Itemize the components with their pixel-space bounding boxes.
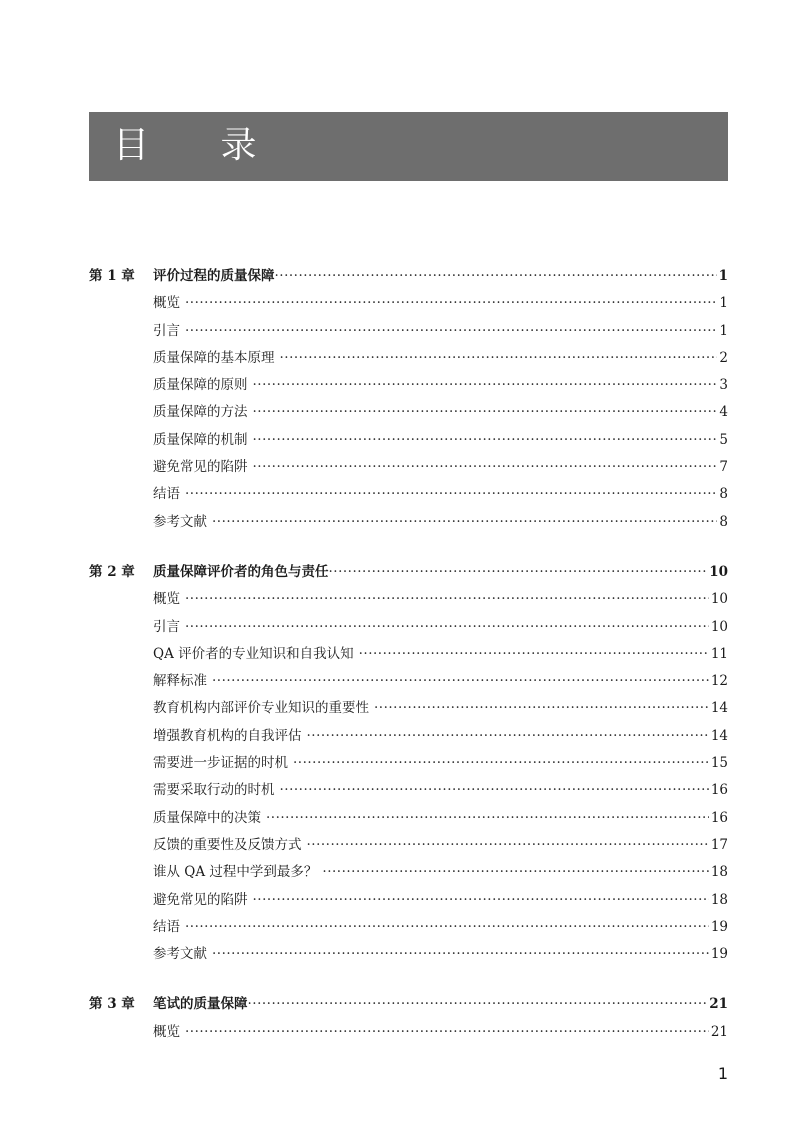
section-page-number: 8 (719, 486, 728, 503)
section-title: 引言 (153, 322, 180, 339)
section-entry[interactable] (89, 668, 728, 695)
dot-leader (212, 668, 709, 695)
section-title: 解释标准 (153, 673, 207, 690)
section-page-number: 11 (710, 645, 728, 662)
section-title: 谁从 QA 过程中学到最多？ (153, 864, 318, 881)
section-page-number: 1 (719, 322, 728, 339)
section-title: 需要采取行动的时机 (153, 782, 275, 799)
dot-leader (280, 777, 709, 804)
dot-leader (185, 481, 717, 508)
section-title: 概览 (153, 1023, 180, 1040)
section-title: 结语 (153, 918, 180, 935)
section-entry[interactable] (89, 887, 728, 914)
chapter-page-number: 21 (709, 996, 728, 1013)
page-title: 目 录 (113, 125, 287, 166)
section-page-number: 10 (710, 618, 728, 635)
section-entry[interactable] (89, 859, 728, 886)
section-title: QA 评价者的专业知识和自我认知 (153, 645, 354, 662)
dot-leader (212, 509, 717, 536)
section-page-number: 10 (710, 591, 728, 608)
section-page-number: 2 (719, 349, 728, 366)
section-title: 质量保障的基本原理 (153, 349, 275, 366)
chapter-page-number: 1 (718, 268, 728, 284)
section-entry[interactable] (89, 614, 728, 641)
section-entry[interactable] (89, 695, 728, 722)
section-title: 参考文献 (153, 946, 207, 963)
section-page-number: 17 (710, 836, 728, 853)
chapter-title: 笔试的质量保障 (153, 996, 248, 1013)
section-entry[interactable] (89, 454, 728, 481)
dot-leader (307, 832, 709, 859)
dot-leader (212, 941, 709, 968)
chapter-number: 第 1 章 (89, 268, 135, 284)
dot-leader (253, 372, 718, 399)
section-entry[interactable] (89, 777, 728, 804)
section-title: 引言 (153, 618, 180, 635)
section-title: 质量保障中的决策 (153, 809, 261, 826)
section-entry[interactable] (89, 941, 728, 968)
chapter-title: 质量保障评价者的角色与责任 (153, 563, 329, 580)
section-entry[interactable] (89, 805, 728, 832)
section-entry[interactable] (89, 399, 728, 426)
dot-leader (253, 454, 718, 481)
section-entry[interactable] (89, 723, 728, 750)
section-page-number: 19 (710, 918, 728, 935)
dot-leader (185, 1019, 709, 1046)
dot-leader (329, 559, 708, 586)
section-entry[interactable] (89, 318, 728, 345)
section-title: 参考文献 (153, 513, 207, 530)
section-entry[interactable] (89, 290, 728, 317)
section-page-number: 16 (710, 782, 728, 799)
chapter-title: 评价过程的质量保障 (153, 268, 275, 284)
chapter-entry[interactable] (89, 991, 728, 1018)
chapter-entry[interactable] (89, 559, 728, 586)
section-page-number: 18 (710, 864, 728, 881)
section-page-number: 21 (710, 1023, 728, 1040)
section-page-number: 12 (710, 673, 728, 690)
section-title: 需要进一步证据的时机 (153, 755, 288, 772)
section-title: 教育机构内部评价专业知识的重要性 (153, 700, 369, 717)
dot-leader (280, 345, 718, 372)
section-entry[interactable] (89, 1019, 728, 1046)
dot-leader (185, 614, 709, 641)
section-page-number: 4 (719, 404, 728, 421)
dot-leader (359, 641, 709, 668)
section-entry[interactable] (89, 832, 728, 859)
section-entry[interactable] (89, 481, 728, 508)
chapter-number: 第 2 章 (89, 563, 135, 580)
dot-leader (275, 263, 717, 290)
section-title: 质量保障的原则 (153, 377, 248, 394)
section-title: 避免常见的陷阱 (153, 459, 248, 476)
section-page-number: 18 (710, 891, 728, 908)
section-page-number: 1 (719, 295, 728, 312)
dot-leader (248, 991, 708, 1018)
dot-leader (293, 750, 709, 777)
section-page-number: 7 (719, 459, 728, 476)
section-entry[interactable] (89, 372, 728, 399)
dot-leader (185, 586, 709, 613)
page-number: 1 (717, 1064, 728, 1083)
dot-leader (253, 399, 718, 426)
section-title: 反馈的重要性及反馈方式 (153, 836, 302, 853)
section-page-number: 8 (719, 513, 728, 530)
section-entry[interactable] (89, 509, 728, 536)
section-title: 概览 (153, 295, 180, 312)
dot-leader (253, 427, 718, 454)
section-title: 质量保障的机制 (153, 431, 248, 448)
section-title: 避免常见的陷阱 (153, 891, 248, 908)
toc-title-bar (89, 112, 728, 181)
section-page-number: 14 (710, 700, 728, 717)
table-of-contents (89, 263, 728, 1069)
chapter-page-number: 10 (709, 563, 728, 580)
chapter-block (89, 559, 728, 968)
section-page-number: 5 (719, 431, 728, 448)
section-page-number: 15 (710, 755, 728, 772)
dot-leader (185, 318, 717, 345)
chapter-block (89, 991, 728, 1046)
chapter-entry[interactable] (89, 263, 728, 290)
dot-leader (185, 914, 709, 941)
section-entry[interactable] (89, 750, 728, 777)
chapter-number: 第 3 章 (89, 996, 135, 1013)
chapter-block (89, 263, 728, 536)
section-entry[interactable] (89, 345, 728, 372)
dot-leader (307, 723, 709, 750)
section-page-number: 19 (710, 946, 728, 963)
dot-leader (374, 695, 709, 722)
section-entry[interactable] (89, 914, 728, 941)
dot-leader (322, 859, 708, 886)
dot-leader (185, 290, 717, 317)
section-title: 结语 (153, 486, 180, 503)
dot-leader (253, 887, 709, 914)
section-entry[interactable] (89, 641, 728, 668)
section-title: 质量保障的方法 (153, 404, 248, 421)
section-entry[interactable] (89, 586, 728, 613)
section-entry[interactable] (89, 427, 728, 454)
section-title: 概览 (153, 591, 180, 608)
dot-leader (266, 805, 709, 832)
section-page-number: 14 (710, 727, 728, 744)
section-page-number: 3 (719, 377, 728, 394)
section-title: 增强教育机构的自我评估 (153, 727, 302, 744)
section-page-number: 16 (710, 809, 728, 826)
